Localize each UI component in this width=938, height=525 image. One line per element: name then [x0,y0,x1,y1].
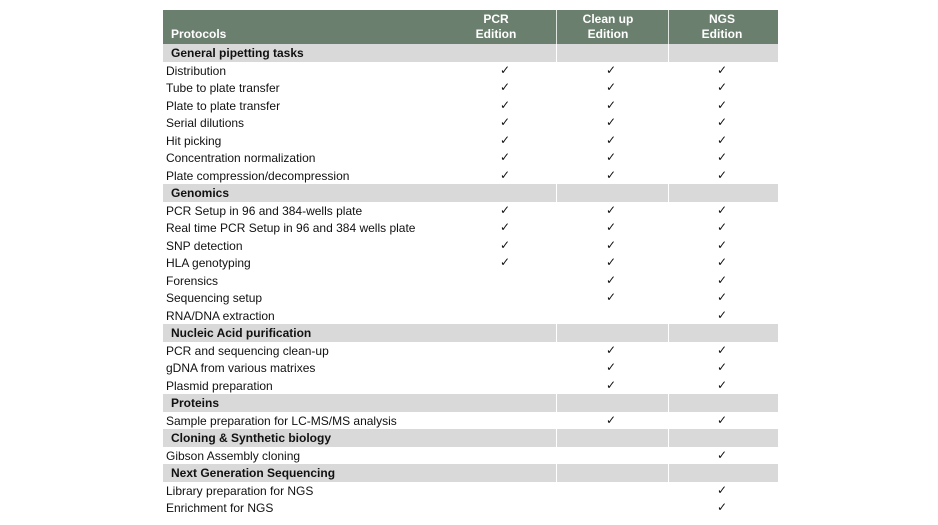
protocol-name: Library preparation for NGS [166,483,314,498]
check-icon: ✓ [716,255,728,269]
table-row [163,62,778,80]
table-row [163,289,778,307]
header-ngs-edition: NGS Edition [701,12,743,41]
check-icon: ✓ [499,167,511,182]
section-title: Proteins [171,396,220,410]
check-icon: ✓ [605,412,617,427]
check-icon: ✓ [716,237,728,252]
check-icon: ✓ [499,80,511,94]
section-divider [556,184,557,202]
check-icon: ✓ [716,115,728,129]
section-header-row [163,324,778,342]
table-row [163,499,778,517]
check-icon: ✓ [716,412,728,427]
table-row [163,114,778,132]
check-icon: ✓ [605,62,617,77]
header-cleanup-edition: Clean up Edition [582,12,634,41]
check-icon: ✓ [605,202,617,217]
header-divider [556,10,557,44]
check-icon: ✓ [605,342,617,357]
table-row [163,254,778,272]
check-icon: ✓ [499,202,511,217]
check-icon: ✓ [605,237,617,252]
section-divider [556,429,557,447]
check-icon: ✓ [716,377,728,392]
check-icon: ✓ [605,80,617,94]
protocol-name: Tube to plate transfer [166,81,280,95]
check-icon: ✓ [499,115,511,129]
protocol-name: Gibson Assembly cloning [166,448,301,463]
table-row [163,272,778,290]
protocol-name: PCR and sequencing clean-up [166,343,329,358]
protocol-name: Real time PCR Setup in 96 and 384 wells plate [166,221,416,235]
table-row [163,412,778,430]
table-row [163,149,778,167]
section-divider [556,394,557,412]
section-header-row [163,44,778,62]
check-icon: ✓ [716,272,728,287]
check-icon: ✓ [716,202,728,217]
protocol-name: Plate to plate transfer [166,98,281,113]
check-icon: ✓ [499,255,511,269]
table-body [163,44,778,517]
table-row [163,359,778,377]
header-protocols: Protocols [171,27,227,41]
check-icon: ✓ [716,290,728,304]
protocol-name: HLA genotyping [166,256,251,270]
check-icon: ✓ [605,220,617,234]
protocol-name: RNA/DNA extraction [166,308,275,323]
section-header-row [163,464,778,482]
protocol-name: Sequencing setup [166,291,263,305]
protocol-table [163,10,778,517]
check-icon: ✓ [716,360,728,374]
section-divider [668,324,669,342]
protocol-name: Distribution [166,63,227,78]
protocol-name: Sample preparation for LC-MS/MS analysis [166,413,397,428]
table-row [163,79,778,97]
protocol-name: gDNA from various matrixes [166,361,316,375]
section-divider [556,44,557,62]
check-icon: ✓ [605,360,617,374]
section-title: Cloning & Synthetic biology [171,431,331,445]
protocol-name: Hit picking [166,133,222,148]
table-row [163,202,778,220]
check-icon: ✓ [499,237,511,252]
protocol-name: Enrichment for NGS [166,501,274,515]
check-icon: ✓ [499,62,511,77]
check-icon: ✓ [716,342,728,357]
section-header-row [163,429,778,447]
section-title: Next Generation Sequencing [171,466,336,480]
check-icon: ✓ [605,272,617,287]
table-row [163,167,778,185]
check-icon: ✓ [716,150,728,164]
section-divider [668,464,669,482]
check-icon: ✓ [716,482,728,497]
check-icon: ✓ [716,132,728,147]
section-divider [556,464,557,482]
table-row [163,219,778,237]
check-icon: ✓ [605,377,617,392]
check-icon: ✓ [605,255,617,269]
table-row [163,342,778,360]
check-icon: ✓ [499,132,511,147]
table-row [163,307,778,325]
table-row [163,377,778,395]
table-row [163,447,778,465]
protocol-name: Concentration normalization [166,151,316,165]
section-header-row [163,394,778,412]
check-icon: ✓ [605,290,617,304]
check-icon: ✓ [605,150,617,164]
check-icon: ✓ [716,97,728,112]
section-header-row [163,184,778,202]
check-icon: ✓ [716,80,728,94]
check-icon: ✓ [499,150,511,164]
section-title: Nucleic Acid purification [171,326,312,340]
protocol-name: PCR Setup in 96 and 384-wells plate [166,203,363,218]
table-row [163,132,778,150]
table-row [163,97,778,115]
check-icon: ✓ [499,97,511,112]
section-title: Genomics [171,186,230,200]
check-icon: ✓ [716,307,728,322]
protocol-name: SNP detection [166,238,243,253]
protocol-name: Forensics [166,273,219,288]
check-icon: ✓ [716,220,728,234]
protocol-name: Serial dilutions [166,116,245,130]
check-icon: ✓ [605,115,617,129]
table-header [163,10,778,44]
section-divider [668,44,669,62]
section-divider [668,394,669,412]
protocol-name: Plate compression/decompression [166,168,350,183]
check-icon: ✓ [605,167,617,182]
check-icon: ✓ [716,62,728,77]
check-icon: ✓ [716,500,728,514]
section-divider [668,184,669,202]
check-icon: ✓ [716,447,728,462]
table-row [163,482,778,500]
section-title: General pipetting tasks [171,46,304,60]
check-icon: ✓ [499,220,511,234]
check-icon: ✓ [716,167,728,182]
table-row [163,237,778,255]
check-icon: ✓ [605,97,617,112]
section-divider [668,429,669,447]
protocol-name: Plasmid preparation [166,378,273,393]
header-divider [668,10,669,44]
check-icon: ✓ [605,132,617,147]
header-pcr-edition: PCR Edition [475,12,517,41]
section-divider [556,324,557,342]
